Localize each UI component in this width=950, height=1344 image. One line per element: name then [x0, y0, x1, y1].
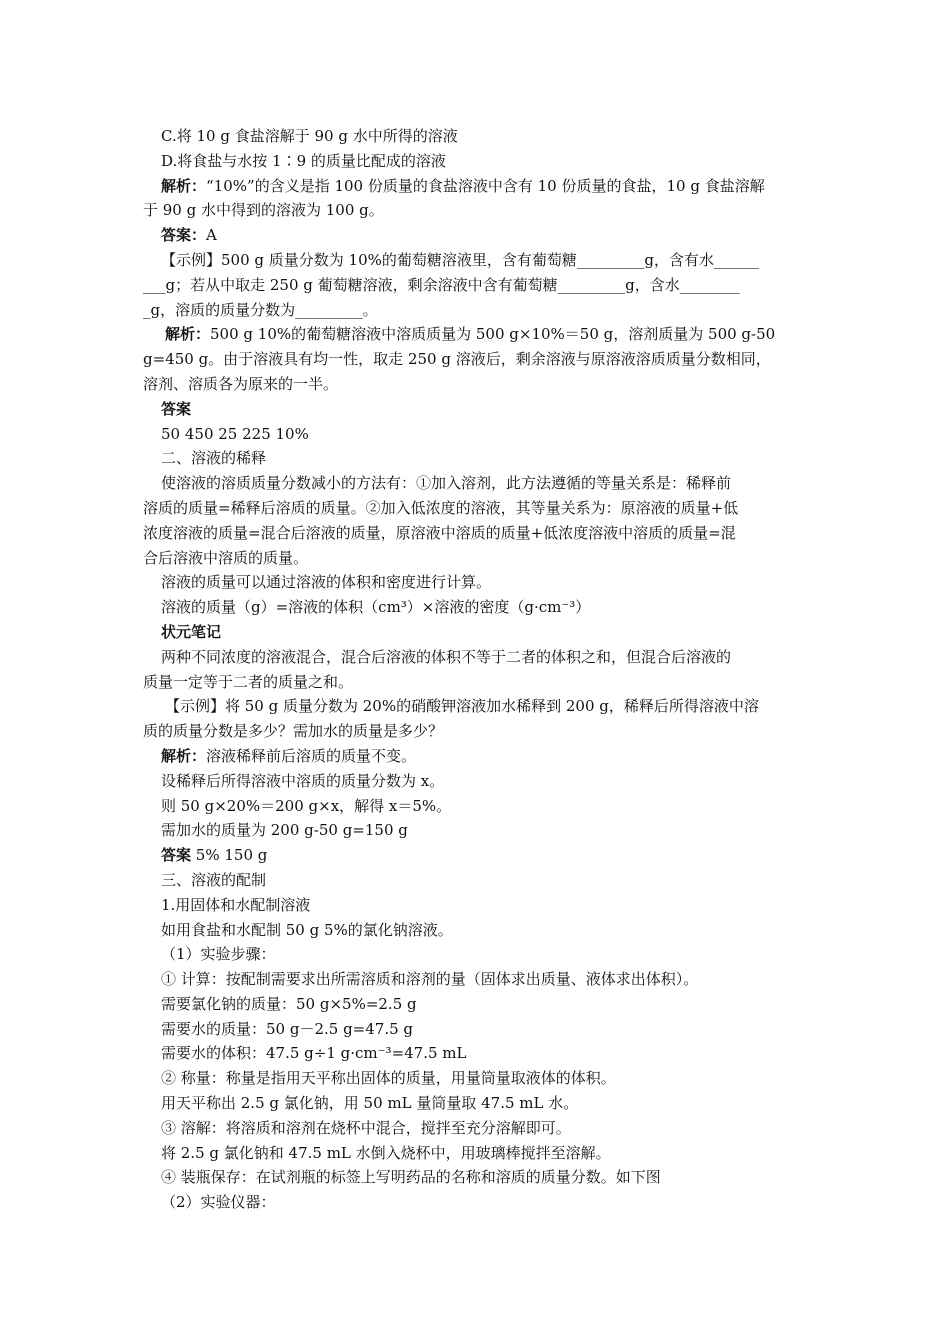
text-line: 两种不同浓度的溶液混合，混合后溶液的体积不等于二者的体积之和，但混合后溶液的: [161, 647, 732, 666]
text-line: 溶液的质量可以通过溶液的体积和密度进行计算。: [161, 573, 492, 592]
answer-text: 5% 150 g: [195, 846, 268, 865]
text-line: 溶质的质量=稀释后溶质的质量。②加入低浓度的溶液，其等量关系为：原溶液的质量+低: [143, 498, 739, 517]
answer-values: 50 450 25 225 10%: [161, 424, 309, 443]
step-line: ④ 装瓶保存：在试剂瓶的标签上写明药品的名称和溶质的质量分数。如下图: [161, 1168, 661, 1187]
analysis-text: 溶液稀释前后溶质的质量不变。: [206, 746, 417, 765]
answer-heading: 答案: [161, 399, 192, 418]
text-line: 需要氯化钠的质量：50 g×5%=2.5 g: [161, 994, 417, 1013]
text-line: 需要水的体积：47.5 g÷1 g·cm⁻³=47.5 mL: [161, 1044, 467, 1063]
analysis-line: [143, 744, 809, 769]
answer-text: A: [206, 226, 217, 245]
text-line: 用天平称出 2.5 g 氯化钠，用 50 mL 量筒量取 47.5 mL 水。: [161, 1094, 579, 1113]
subsection-heading: 1.用固体和水配制溶液: [161, 895, 311, 914]
text-line: 需加水的质量为 200 g-50 g=150 g: [161, 821, 408, 840]
text-line: g=450 g。由于溶液具有均一性，取走 250 g 溶液后，剩余溶液与原溶液溶质质量分数相同，: [143, 350, 771, 369]
text-line: 溶剂、溶质各为原来的一半。: [143, 374, 339, 393]
section-heading-dilution: 二、溶液的稀释: [161, 449, 267, 468]
text-line: 则 50 g×20%＝200 g×x，解得 x＝5%。: [161, 796, 452, 815]
text-line: 质量一定等于二者的质量之和。: [143, 672, 354, 691]
example-line: 【示例】500 g 质量分数为 10%的葡萄糖溶液里，含有葡萄糖_________g，含有水______: [161, 250, 759, 269]
text-line: 浓度溶液的质量=混合后溶液的质量，原溶液中溶质的质量+低浓度溶液中溶质的质量=混: [143, 523, 736, 542]
option-c: C.将 10 g 食盐溶解于 90 g 水中所得的溶液: [161, 127, 458, 145]
text-line: 需要水的质量：50 g－2.5 g=47.5 g: [161, 1019, 414, 1038]
answer-label: 答案: [161, 846, 192, 865]
text-line: ___g；若从中取走 250 g 葡萄糖溶液，剩余溶液中含有葡萄糖_________g，含水________: [143, 275, 740, 294]
text-line: 设稀释后所得溶液中溶质的质量分数为 x。: [161, 771, 445, 790]
analysis-text: 500 g 10%的葡萄糖溶液中溶质质量为 500 g×10%＝50 g，溶剂质量为 500 g-50: [210, 325, 776, 344]
analysis-line: [143, 322, 809, 347]
analysis-label: 解析：: [161, 746, 207, 765]
step-line: ③ 溶解：将溶质和溶剂在烧杯中混合，搅拌至充分溶解即可。: [161, 1118, 571, 1137]
text-line: （1）实验步骤：: [161, 945, 276, 964]
text-line: 使溶液的溶质质量分数减小的方法有：①加入溶剂，此方法遵循的等量关系是：稀释前: [161, 474, 732, 493]
step-line: ② 称量：称量是指用天平称出固体的质量，用量筒量取液体的体积。: [161, 1069, 616, 1088]
option-d: D.将食盐与水按 1∶9 的质量比配成的溶液: [161, 151, 446, 170]
section-heading-preparation: 三、溶液的配制: [161, 870, 267, 889]
text-line: 于 90 g 水中得到的溶液为 100 g。: [143, 201, 384, 220]
analysis-label: 解析：: [165, 325, 211, 344]
answer-label: 答案：: [161, 226, 207, 245]
text-line: 质的质量分数是多少？需加水的质量是多少？: [143, 722, 444, 741]
text-line: 将 2.5 g 氯化钠和 47.5 mL 水倒入烧杯中，用玻璃棒搅拌至溶解。: [161, 1143, 611, 1162]
answer-line: [143, 223, 809, 248]
text-line: 如用食盐和水配制 50 g 5%的氯化钠溶液。: [161, 920, 453, 939]
answer-line: [143, 843, 809, 868]
text-line: 合后溶液中溶质的质量。: [143, 548, 309, 567]
notes-heading: 状元笔记: [161, 622, 222, 641]
step-line: ① 计算：按配制需要求出所需溶质和溶剂的量（固体求出质量、液体求出体积）。: [161, 970, 699, 989]
document-body: [143, 124, 809, 1215]
analysis-text: “10%”的含义是指 100 份质量的食盐溶液中含有 10 份质量的食盐，10 g 食盐溶解: [206, 176, 765, 195]
text-line: （2）实验仪器：: [161, 1193, 276, 1212]
text-line: _g，溶质的质量分数为_________。: [143, 300, 378, 319]
formula-line: 溶液的质量（g）=溶液的体积（cm³）×溶液的密度（g·cm⁻³）: [161, 598, 591, 617]
analysis-line: [143, 174, 809, 199]
analysis-label: 解析：: [161, 176, 207, 195]
example-line: 【示例】将 50 g 质量分数为 20%的硝酸钾溶液加水稀释到 200 g，稀释后所得溶液中溶: [165, 697, 759, 716]
